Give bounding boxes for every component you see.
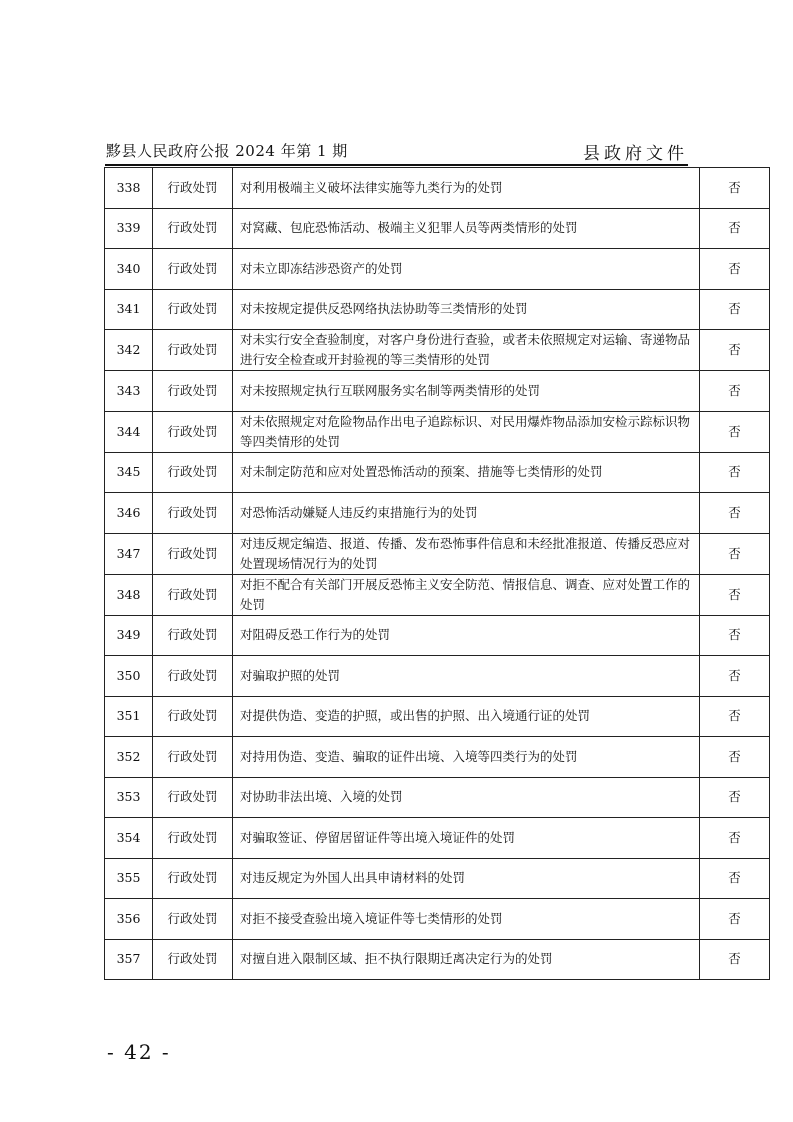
row-number: 344 (105, 411, 153, 452)
power-item-name: 对未立即冻结涉恐资产的处罚 (233, 249, 700, 290)
flag-value: 否 (700, 330, 770, 371)
power-type: 行政处罚 (153, 818, 233, 859)
flag-value: 否 (700, 696, 770, 737)
table-row (105, 249, 770, 290)
power-type: 行政处罚 (153, 208, 233, 249)
power-type: 行政处罚 (153, 939, 233, 980)
row-number: 338 (105, 168, 153, 209)
power-type: 行政处罚 (153, 249, 233, 290)
row-number: 343 (105, 371, 153, 412)
page-header (105, 138, 688, 166)
power-item-name: 对拒不配合有关部门开展反恐怖主义安全防范、情报信息、调查、应对处置工作的处罚 (233, 574, 700, 615)
table-row (105, 899, 770, 940)
flag-value: 否 (700, 899, 770, 940)
flag-value: 否 (700, 493, 770, 534)
power-type: 行政处罚 (153, 411, 233, 452)
table-row (105, 289, 770, 330)
row-number: 352 (105, 737, 153, 778)
flag-value: 否 (700, 818, 770, 859)
flag-value: 否 (700, 656, 770, 697)
penalty-table (104, 167, 770, 980)
power-type: 行政处罚 (153, 493, 233, 534)
power-type: 行政处罚 (153, 574, 233, 615)
power-type: 行政处罚 (153, 656, 233, 697)
table-row (105, 411, 770, 452)
flag-value: 否 (700, 777, 770, 818)
row-number: 347 (105, 533, 153, 574)
row-number: 348 (105, 574, 153, 615)
power-type: 行政处罚 (153, 533, 233, 574)
flag-value: 否 (700, 411, 770, 452)
table-row (105, 777, 770, 818)
flag-value: 否 (700, 208, 770, 249)
table-row (105, 615, 770, 656)
table-row (105, 574, 770, 615)
row-number: 341 (105, 289, 153, 330)
table-row (105, 818, 770, 859)
flag-value: 否 (700, 289, 770, 330)
row-number: 345 (105, 452, 153, 493)
section-title: 县政府文件 (583, 144, 688, 164)
power-item-name: 对未实行安全查验制度，对客户身份进行查验，或者未依照规定对运输、寄递物品进行安全检查或开封验视的等三类情形的处罚 (233, 330, 700, 371)
table-row (105, 208, 770, 249)
row-number: 340 (105, 249, 153, 290)
power-type: 行政处罚 (153, 737, 233, 778)
row-number: 353 (105, 777, 153, 818)
row-number: 342 (105, 330, 153, 371)
power-item-name: 对拒不接受查验出境入境证件等七类情形的处罚 (233, 899, 700, 940)
power-item-name: 对持用伪造、变造、骗取的证件出境、入境等四类行为的处罚 (233, 737, 700, 778)
row-number: 339 (105, 208, 153, 249)
row-number: 350 (105, 656, 153, 697)
table-row (105, 168, 770, 209)
power-item-name: 对恐怖活动嫌疑人违反约束措施行为的处罚 (233, 493, 700, 534)
row-number: 346 (105, 493, 153, 534)
flag-value: 否 (700, 939, 770, 980)
power-type: 行政处罚 (153, 777, 233, 818)
table-row (105, 696, 770, 737)
flag-value: 否 (700, 737, 770, 778)
flag-value: 否 (700, 168, 770, 209)
flag-value: 否 (700, 574, 770, 615)
power-item-name: 对未制定防范和应对处置恐怖活动的预案、措施等七类情形的处罚 (233, 452, 700, 493)
flag-value: 否 (700, 452, 770, 493)
power-type: 行政处罚 (153, 330, 233, 371)
table-row (105, 939, 770, 980)
power-type: 行政处罚 (153, 696, 233, 737)
flag-value: 否 (700, 371, 770, 412)
table-row (105, 858, 770, 899)
power-type: 行政处罚 (153, 899, 233, 940)
table-row (105, 330, 770, 371)
power-item-name: 对协助非法出境、入境的处罚 (233, 777, 700, 818)
gazette-title: 黟县人民政府公报 2024 年第 1 期 (106, 142, 348, 160)
power-item-name: 对未依照规定对危险物品作出电子追踪标识、对民用爆炸物品添加安检示踪标识物等四类情形的处罚 (233, 411, 700, 452)
table-row (105, 656, 770, 697)
power-type: 行政处罚 (153, 452, 233, 493)
flag-value: 否 (700, 858, 770, 899)
page-number: - 42 - (107, 1040, 171, 1064)
row-number: 351 (105, 696, 153, 737)
power-item-name: 对未按照规定执行互联网服务实名制等两类情形的处罚 (233, 371, 700, 412)
power-type: 行政处罚 (153, 615, 233, 656)
flag-value: 否 (700, 533, 770, 574)
power-type: 行政处罚 (153, 289, 233, 330)
table-row (105, 371, 770, 412)
row-number: 357 (105, 939, 153, 980)
power-item-name: 对违反规定为外国人出具申请材料的处罚 (233, 858, 700, 899)
table-row (105, 533, 770, 574)
power-item-name: 对违反规定编造、报道、传播、发布恐怖事件信息和未经批准报道、传播反恐应对处置现场情况行为的处罚 (233, 533, 700, 574)
table-row (105, 452, 770, 493)
table-row (105, 493, 770, 534)
power-item-name: 对骗取签证、停留居留证件等出境入境证件的处罚 (233, 818, 700, 859)
power-item-name: 对未按规定提供反恐网络执法协助等三类情形的处罚 (233, 289, 700, 330)
penalty-table-body (105, 168, 770, 980)
power-type: 行政处罚 (153, 858, 233, 899)
row-number: 354 (105, 818, 153, 859)
power-item-name: 对阻碍反恐工作行为的处罚 (233, 615, 700, 656)
power-item-name: 对窝藏、包庇恐怖活动、极端主义犯罪人员等两类情形的处罚 (233, 208, 700, 249)
power-item-name: 对利用极端主义破坏法律实施等九类行为的处罚 (233, 168, 700, 209)
row-number: 356 (105, 899, 153, 940)
power-type: 行政处罚 (153, 168, 233, 209)
power-item-name: 对擅自进入限制区域、拒不执行限期迁离决定行为的处罚 (233, 939, 700, 980)
power-item-name: 对提供伪造、变造的护照，或出售的护照、出入境通行证的处罚 (233, 696, 700, 737)
row-number: 349 (105, 615, 153, 656)
power-item-name: 对骗取护照的处罚 (233, 656, 700, 697)
table-row (105, 737, 770, 778)
flag-value: 否 (700, 249, 770, 290)
row-number: 355 (105, 858, 153, 899)
power-type: 行政处罚 (153, 371, 233, 412)
flag-value: 否 (700, 615, 770, 656)
